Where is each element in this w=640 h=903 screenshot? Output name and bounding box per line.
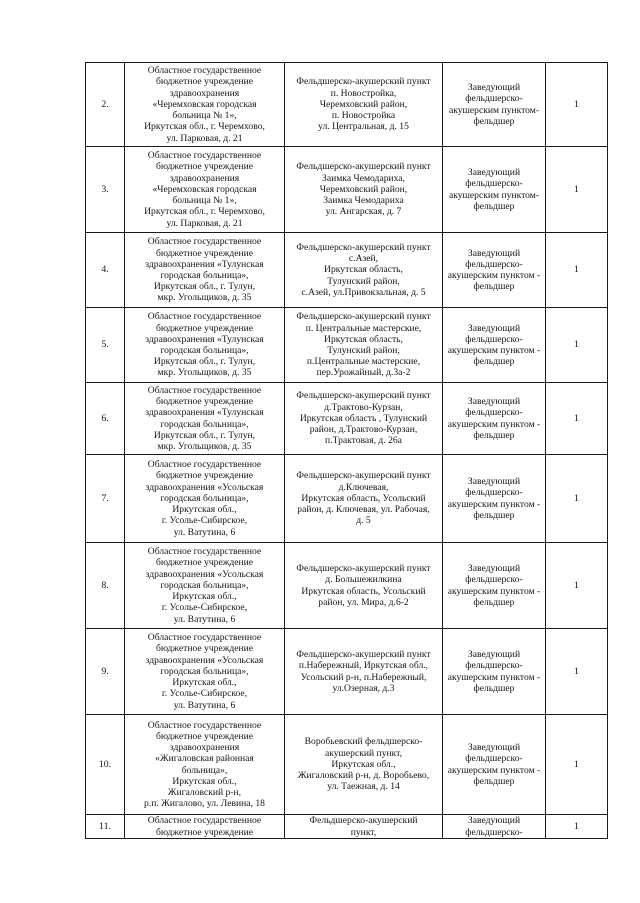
position-cell-line: фельдшер [473,429,515,441]
institution-cell-line: городская больница», [160,345,249,356]
table-row [86,543,608,629]
unit-address-cell-line: ул. Центральная, д. 15 [318,121,409,133]
unit-address-cell [285,233,443,308]
unit-address-cell-line: район, д. Ключевая, ул. Рабочая, [297,504,430,516]
position-cell [443,233,546,308]
institution-cell-line: Областное государственное [147,384,262,396]
institution-cell-line: «Жигаловская районная [155,753,254,765]
row-number: 11. [86,815,125,839]
institution-cell-line: бюджетное учреждение [155,76,254,88]
count-cell: 1 [546,308,608,383]
unit-address-cell-line: Жигаловский р-н, д. Воробьево, [297,770,430,782]
institution-cell [125,543,285,629]
institution-cell-line: здравоохранения «Усольская [145,654,264,666]
institution-cell-line: бюджетное учреждение [155,396,254,408]
count-cell: 1 [546,715,608,815]
institution-cell-line: Областное государственное [147,546,262,558]
institution-cell-line: бюджетное учреждение [155,247,254,259]
institution-cell-line: мкр. Угольщиков, д. 35 [157,367,252,379]
position-cell-line: акушерским пунктом - [447,764,541,776]
position-cell-line: фельдшер [473,200,515,212]
institution-cell-line: здравоохранения [169,87,240,99]
position-cell-line: акушерским пунктом - [447,270,541,281]
position-cell-line: Заведующий [467,322,521,334]
institution-cell-line: Областное государственное [147,236,262,248]
unit-address-cell-line: п.Трактовая, д. 26а [325,435,402,447]
institution-cell-line: Иркутская обл., г. Черемхово, [144,206,265,218]
institution-cell-line: г. Усолье-Сибирское, [161,688,248,700]
position-cell-line: фельдшерско- [465,93,523,105]
position-cell-line: фельдшер [473,115,515,127]
unit-address-cell-line: д. Большежилкина [325,574,402,586]
unit-address-cell-line: ул.Озерная, д.3 [332,682,395,694]
position-cell-line: акушерским пунктом- [448,189,540,201]
position-cell-line: Заведующий [467,649,521,661]
unit-address-cell-line: д. 5 [356,515,371,527]
position-cell-line: фельдшер [473,509,515,521]
unit-address-cell-line: Фельдшерско-акушерский пункт [296,76,431,88]
table-row [86,455,608,543]
row-number: 7. [86,455,125,543]
unit-address-cell [285,63,443,147]
institution-cell-line: Областное государственное [147,719,262,731]
position-cell [443,715,546,815]
unit-address-cell-line: Иркутская обл., [331,758,396,770]
position-cell-line: фельдшер [473,281,515,293]
unit-address-cell-line: акушерский пункт, [324,747,403,759]
count-cell: 1 [546,543,608,629]
table-row [86,63,608,147]
position-cell-line: акушерским пунктом- [448,104,540,116]
unit-address-cell-line: пункт, [350,826,377,838]
unit-address-cell-line: Иркутская область, [324,333,403,345]
unit-address-cell-line: с.Азей, ул.Привокзальная, д. 5 [301,286,426,298]
institution-cell-line: Иркутская обл., [172,775,237,787]
row-number: 4. [86,233,125,308]
institution-cell-line: городская больница», [160,418,249,430]
unit-address-cell-line: Иркутская область , Тулунский [299,412,428,424]
institution-cell-line: Областное государственное [147,65,262,77]
position-cell-line: фельдшер [473,682,515,694]
table-row [86,715,608,815]
institution-cell-line: г. Усолье-Сибирское, [161,602,248,614]
count-cell: 1 [546,233,608,308]
unit-address-cell-line: Тулунский район, [327,275,400,287]
unit-address-cell-line: Черемховский район, [319,98,408,110]
unit-address-cell-line: п. Центральные мастерские, [305,322,422,334]
institution-cell [125,233,285,308]
position-cell-line: Заведующий [467,563,521,575]
unit-address-cell-line: ул. Ангарская, д. 7 [325,206,402,218]
unit-address-cell-line: Фельдшерско-акушерский пункт [296,241,431,253]
institution-cell-line: Иркутская обл., г. Тулун, [153,429,256,441]
unit-address-cell-line: Фельдшерско-акушерский пункт [296,390,431,402]
institution-cell-line: бюджетное учреждение [155,322,254,334]
institution-cell-line: ул. Парковая, д. 21 [166,217,243,229]
position-cell-line: фельдшерско- [465,826,523,838]
institution-cell-line: Иркутская обл., г. Тулун, [153,281,256,293]
institution-cell-line: мкр. Угольщиков, д. 35 [157,440,252,452]
institution-cell-line: бюджетное учреждение [155,161,254,173]
institution-cell [125,383,285,455]
unit-address-cell-line: Фельдшерско-акушерский пункт [296,649,431,661]
institution-cell-line: бюджетное учреждение [155,557,254,569]
institution-cell-line: бюджетное учреждение [155,730,254,742]
unit-address-cell-line: Иркутская область, [324,264,403,276]
unit-address-cell-line: район, ул. Мира, д.6-2 [318,596,409,608]
institution-cell-line: бюджетное учреждение [155,643,254,655]
row-number: 6. [86,383,125,455]
position-cell-line: фельдшерско- [465,258,523,270]
unit-address-cell-line: Заимка Чемодариха, [322,172,405,184]
position-cell [443,815,546,839]
unit-address-cell-line: Фельдшерско-акушерский [309,815,418,827]
unit-address-cell-line: с.Азей, [348,253,379,265]
position-cell-line: фельдшерско- [465,487,523,499]
institution-cell [125,63,285,147]
unit-address-cell-line: п.Центральные мастерские, [306,356,421,368]
institution-cell-line: г. Усолье-Сибирское, [161,515,248,527]
row-number: 10. [86,715,125,815]
unit-address-cell-line: Черемховский район, [319,183,408,195]
table-row [86,383,608,455]
institution-cell-line: Иркутская обл., [172,504,237,516]
count-cell: 1 [546,629,608,715]
unit-address-cell-line: Иркутская область, Усольский [301,585,426,597]
unit-address-cell-line: д.Трактово-Курзан, [324,401,403,413]
position-cell-line: фельдшерско- [465,407,523,419]
unit-address-cell [285,629,443,715]
table-row [86,233,608,308]
unit-address-cell [285,455,443,543]
unit-address-cell [285,815,443,839]
position-cell-line: Заведующий [467,742,521,754]
institution-cell [125,308,285,383]
position-cell-line: Заведующий [467,167,521,179]
institution-cell-line: Областное государственное [147,632,262,644]
institution-cell-line: Областное государственное [147,150,262,162]
institution-cell-line: Областное государственное [147,311,262,323]
institution-cell-line: мкр. Угольщиков, д. 35 [157,292,252,304]
positions-table [85,62,608,839]
row-number: 5. [86,308,125,383]
institution-cell-line: ул. Ватутина, 6 [173,699,236,711]
position-cell-line: фельдшерско- [465,574,523,586]
institution-cell-line: городская больница», [160,492,249,504]
position-cell-line: Заведующий [467,476,521,488]
institution-cell-line: здравоохранения [169,742,240,754]
row-number: 9. [86,629,125,715]
position-cell-line: фельдшер [473,356,515,368]
unit-address-cell-line: ул. Таежная, д. 14 [327,781,400,793]
position-cell-line: фельдшерско- [465,753,523,765]
institution-cell-line: больница», [181,764,228,776]
position-cell-line: акушерским пунктом - [447,345,541,356]
position-cell [443,455,546,543]
table-row [86,815,608,839]
institution-cell-line: «Черемховская городская [152,98,257,110]
unit-address-cell-line: пер.Урожайный, д.3а-2 [316,367,411,379]
institution-cell-line: городская больница», [160,665,249,677]
unit-address-cell [285,147,443,233]
unit-address-cell-line: Фельдшерско-акушерский пункт [296,470,431,482]
institution-cell-line: Иркутская обл., г. Черемхово, [144,121,265,133]
position-cell-line: фельдшер [473,596,515,608]
position-cell [443,147,546,233]
institution-cell-line: «Черемховская городская [152,183,257,195]
unit-address-cell [285,383,443,455]
unit-address-cell-line: Заимка Чемодариха [323,195,404,207]
institution-cell-line: Областное государственное [147,815,262,827]
institution-cell-line: здравоохранения [169,172,240,184]
count-cell: 1 [546,63,608,147]
institution-cell [125,715,285,815]
position-cell-line: фельдшерско- [465,333,523,345]
institution-cell-line: бюджетное учреждение [155,826,254,838]
institution-cell-line: здравоохранения «Тулунская [145,258,264,270]
institution-cell-line: больница № 1», [172,110,237,122]
unit-address-cell [285,308,443,383]
institution-cell-line: Областное государственное [147,459,262,471]
position-cell-line: акушерским пунктом - [447,585,541,597]
table-row [86,308,608,383]
institution-cell-line: ул. Парковая, д. 21 [166,132,243,144]
institution-cell-line: Иркутская обл., [172,677,237,689]
unit-address-cell-line: район, д.Трактово-Курзан, [309,424,418,436]
position-cell-line: фельдшерско- [465,178,523,190]
position-cell-line: акушерским пунктом - [447,671,541,683]
position-cell-line: фельдшерско- [465,660,523,672]
position-cell [443,629,546,715]
position-cell-line: акушерским пунктом - [447,418,541,430]
institution-cell-line: Иркутская обл., г. Тулун, [153,356,256,368]
institution-cell [125,147,285,233]
unit-address-cell-line: Фельдшерско-акушерский пункт [296,563,431,575]
unit-address-cell-line: Фельдшерско-акушерский пункт [296,311,431,323]
position-cell [443,383,546,455]
unit-address-cell [285,543,443,629]
row-number: 8. [86,543,125,629]
count-cell: 1 [546,383,608,455]
institution-cell-line: городская больница», [160,579,249,591]
position-cell-line: Заведующий [467,247,521,259]
institution-cell-line: ул. Ватутина, 6 [173,613,236,625]
unit-address-cell-line: д.Ключевая, [338,481,389,493]
institution-cell-line: здравоохранения «Усольская [145,481,264,493]
institution-cell-line: больница № 1», [172,195,237,207]
institution-cell-line: бюджетное учреждение [155,470,254,482]
position-cell-line: фельдшер [473,775,515,787]
institution-cell-line: р.п. Жигалово, ул. Левина, 18 [144,798,265,810]
institution-cell-line: Жигаловский р-н, [167,786,242,798]
table-row [86,147,608,233]
unit-address-cell-line: Воробьевский фельдшерско- [304,736,423,748]
position-cell [443,308,546,383]
position-cell-line: Заведующий [467,396,521,408]
count-cell: 1 [546,815,608,839]
position-cell-line: акушерским пунктом - [447,498,541,510]
unit-address-cell-line: п. Новостройка, [330,87,397,99]
institution-cell-line: здравоохранения «Усольская [145,568,264,580]
institution-cell [125,815,285,839]
position-cell-line: Заведующий [467,82,521,94]
unit-address-cell-line: Иркутская область, Усольский [301,492,426,504]
institution-cell-line: здравоохранения «Тулунская [145,407,264,419]
unit-address-cell-line: Тулунский район, [327,345,400,356]
positions-table-body [86,63,608,839]
unit-address-cell-line: п.Набережный, Иркутская обл., [298,660,429,672]
row-number: 2. [86,63,125,147]
count-cell: 1 [546,455,608,543]
position-cell-line: Заведующий [467,815,521,827]
institution-cell [125,629,285,715]
count-cell: 1 [546,147,608,233]
institution-cell [125,455,285,543]
position-cell [443,543,546,629]
table-row [86,629,608,715]
position-cell [443,63,546,147]
unit-address-cell [285,715,443,815]
institution-cell-line: здравоохранения «Тулунская [145,333,264,345]
unit-address-cell-line: Усольский р-н, п.Набережный, [300,671,427,683]
institution-cell-line: ул. Ватутина, 6 [173,526,236,538]
unit-address-cell-line: п. Новостройка [331,110,396,122]
unit-address-cell-line: Фельдшерско-акушерский пункт [296,161,431,173]
row-number: 3. [86,147,125,233]
institution-cell-line: городская больница», [160,270,249,281]
institution-cell-line: Иркутская обл., [172,591,237,603]
